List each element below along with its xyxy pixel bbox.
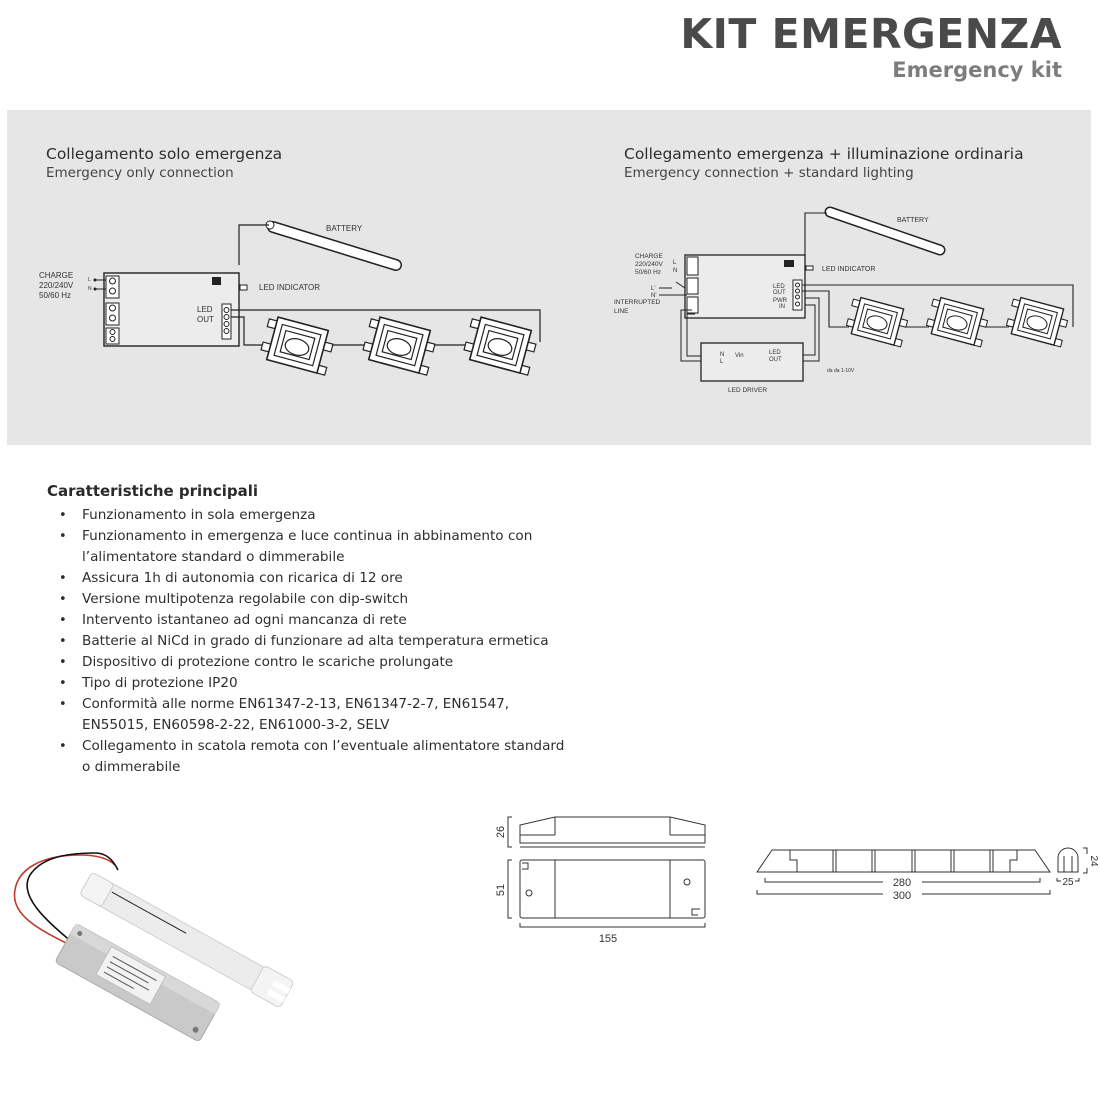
- feature-item: • Versione multipotenza regolabile con dip-switch: [47, 589, 567, 610]
- svg-text:LED INDICATOR: LED INDICATOR: [822, 266, 876, 273]
- feature-item: • Dispositivo di protezione contro le scariche prolungate: [47, 652, 567, 673]
- battery-dimension-drawing: [755, 838, 1100, 908]
- module-dimension-drawing: [490, 805, 730, 950]
- left-wiring-diagram: [7, 110, 1091, 445]
- svg-text:50/60 Hz: 50/60 Hz: [635, 269, 662, 276]
- feature-item: • Tipo di protezione IP20: [47, 673, 567, 694]
- svg-text:INTERRUPTED: INTERRUPTED: [614, 299, 661, 306]
- feature-item: • Assicura 1h di autonomia con ricarica di 12 ore: [47, 568, 567, 589]
- svg-text:PWR: PWR: [773, 298, 787, 304]
- svg-text:L: L: [673, 260, 677, 266]
- feature-item: • Batterie al NiCd in grado di funzionare ad alta temperatura ermetica: [47, 631, 567, 652]
- svg-text:CHARGE: CHARGE: [635, 253, 663, 260]
- battery-outer-length-label: 300: [892, 890, 912, 902]
- svg-text:L': L': [651, 286, 656, 292]
- wiring-diagrams-panel: [7, 110, 1091, 445]
- left-diagram-title-it: Collegamento solo emergenza: [46, 145, 283, 163]
- module-height-label: 26: [495, 825, 507, 839]
- module-length-label: 155: [598, 933, 618, 945]
- svg-text:L: L: [720, 359, 724, 365]
- svg-text:LED DRIVER: LED DRIVER: [728, 387, 768, 394]
- svg-text:LED: LED: [769, 350, 781, 356]
- feature-item: • Conformità alle norme EN61347-2-13, EN61347-2-7, EN61547, EN55015, EN60598-2-22, EN61000-3-2, SELV: [47, 694, 567, 736]
- svg-text:LED INDICATOR: LED INDICATOR: [259, 283, 321, 292]
- page-subtitle: Emergency kit: [892, 58, 1062, 82]
- svg-text:50/60 Hz: 50/60 Hz: [39, 291, 72, 300]
- features-heading: Caratteristiche principali: [47, 482, 259, 500]
- module-width-label: 51: [495, 883, 507, 897]
- svg-text:N: N: [88, 286, 92, 292]
- svg-text:Vin: Vin: [735, 353, 744, 359]
- battery-diameter-label: 25: [1062, 877, 1074, 888]
- battery-inner-length-label: 280: [892, 877, 912, 889]
- battery-height-label: 24: [1088, 855, 1099, 867]
- right-wiring-diagram: [614, 212, 1073, 394]
- svg-text:220/240V: 220/240V: [39, 281, 74, 290]
- feature-item: • Funzionamento in sola emergenza: [47, 505, 567, 526]
- svg-text:OUT: OUT: [769, 357, 782, 363]
- svg-text:N': N': [651, 293, 657, 299]
- features-list: [47, 505, 567, 778]
- feature-item: • Intervento istantaneo ad ogni mancanza di rete: [47, 610, 567, 631]
- svg-text:N: N: [720, 352, 725, 358]
- features-section: [47, 481, 567, 778]
- svg-text:IN: IN: [779, 304, 785, 310]
- feature-item: • Collegamento in scatola remota con l’eventuale alimentatore standard o dimmerabile: [47, 736, 567, 778]
- right-diagram-title-it: Collegamento emergenza + illuminazione ordinaria: [624, 145, 1024, 163]
- svg-text:L: L: [88, 277, 91, 283]
- svg-text:da da 1-10V: da da 1-10V: [827, 368, 855, 374]
- svg-text:OUT: OUT: [197, 315, 214, 324]
- feature-item: • Funzionamento in emergenza e luce continua in abbinamento con l’alimentatore standard o dimmerabile: [47, 526, 567, 568]
- page-title: KIT EMERGENZA: [680, 10, 1062, 58]
- svg-text:LED: LED: [773, 284, 785, 290]
- svg-text:LED: LED: [197, 305, 213, 314]
- svg-text:CHARGE: CHARGE: [39, 271, 74, 280]
- page-header: [680, 10, 1062, 82]
- svg-text:220/240V: 220/240V: [635, 261, 663, 268]
- svg-text:BATTERY: BATTERY: [897, 217, 929, 224]
- left-diagram-title-en: Emergency only connection: [46, 165, 234, 181]
- right-diagram-title-en: Emergency connection + standard lighting: [624, 165, 914, 181]
- svg-text:N: N: [673, 268, 678, 274]
- svg-text:OUT: OUT: [773, 290, 786, 296]
- svg-text:LINE: LINE: [614, 308, 629, 315]
- product-photo: [0, 820, 360, 1080]
- svg-text:BATTERY: BATTERY: [326, 224, 363, 233]
